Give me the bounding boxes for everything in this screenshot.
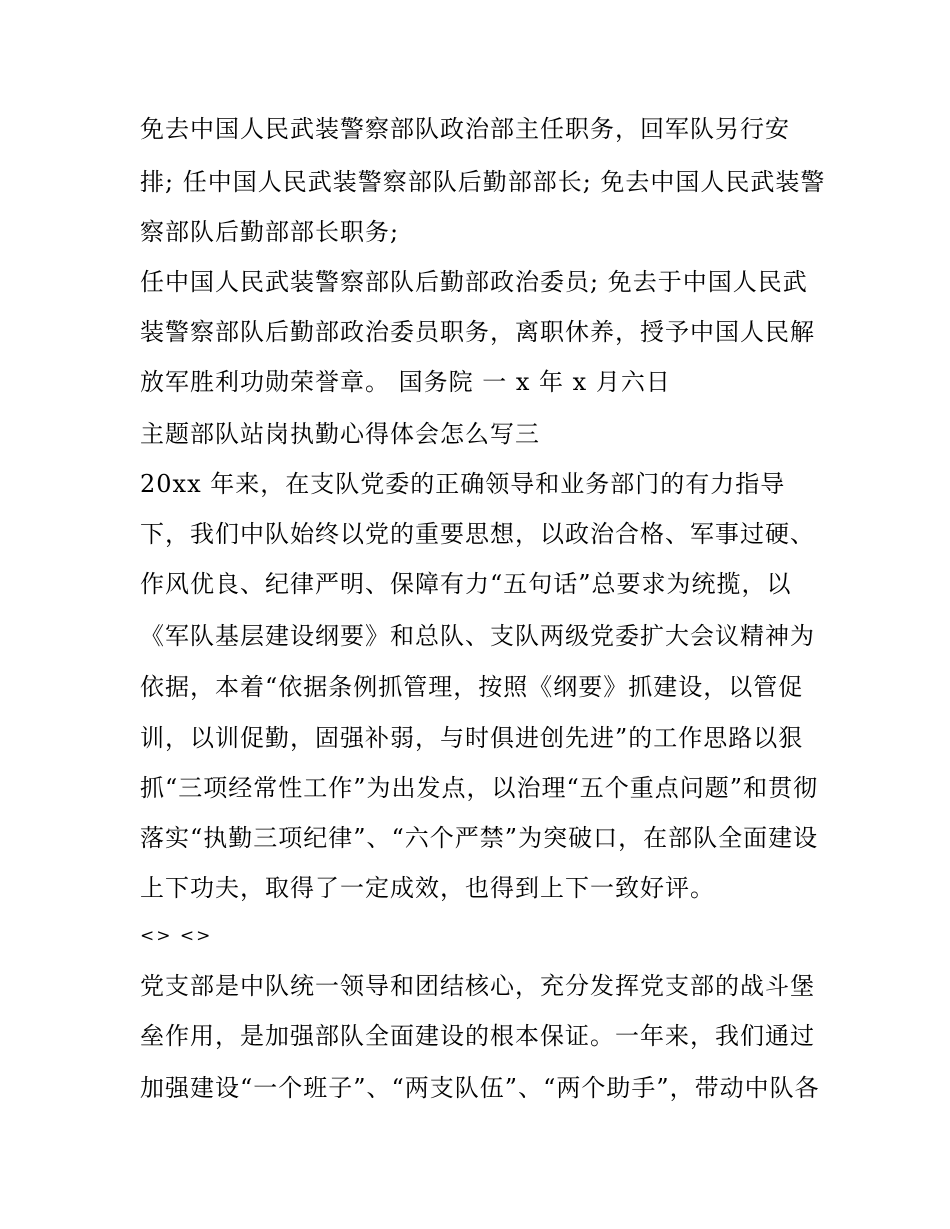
text-line: 依据，本着“依据条例抓管理，按照《纲要》抓建设，以管促	[140, 673, 804, 701]
text-line: 作风优良、纪律严明、保障有力“五句话”总要求为统揽，以	[140, 570, 792, 598]
text-line: 上下功夫，取得了一定成效，也得到上下一致好评。	[140, 874, 715, 902]
text-line: 放军胜利功勋荣誉章。 国务院 一 x 年 x 月六日	[140, 368, 671, 396]
marker-text: <> <>	[140, 926, 213, 946]
text-line: 《军队基层建设纲要》和总队、支队两级党委扩大会议精神为	[140, 622, 815, 650]
section-heading: 主题部队站岗执勤心得体会怎么写三	[140, 420, 540, 448]
text-line: 20xx 年来，在支队党委的正确领导和业务部门的有力指导	[140, 470, 786, 498]
text-line: 排; 任中国人民武装警察部队后勤部部长; 免去中国人民武装警	[140, 168, 826, 196]
text-line: 免去中国人民武装警察部队政治部主任职务，回军队另行安	[140, 115, 790, 143]
text-line: 下，我们中队始终以党的重要思想，以政治合格、军事过硬、	[140, 520, 815, 548]
text-line: 落实“执勤三项纪律”、“六个严禁”为突破口，在部队全面建设	[140, 824, 819, 852]
text-line: 加强建设“一个班子”、“两支队伍”、“两个助手”，带动中队各	[140, 1074, 820, 1102]
text-line: 装警察部队后勤部政治委员职务，离职休养，授予中国人民解	[140, 318, 815, 346]
text-line: 垒作用，是加强部队全面建设的根本保证。一年来，我们通过	[140, 1022, 815, 1050]
text-line: 训，以训促勤，固强补弱，与时俱进创先进”的工作思路以狠	[140, 724, 804, 752]
text-line: 任中国人民武装警察部队后勤部政治委员; 免去于中国人民武	[140, 268, 808, 296]
text-line: 察部队后勤部部长职务;	[140, 218, 400, 246]
text-line: 党支部是中队统一领导和团结核心，充分发挥党支部的战斗堡	[140, 972, 815, 1000]
text-line: 抓“三项经常性工作”为出发点，以治理“五个重点问题”和贯彻	[140, 774, 819, 802]
